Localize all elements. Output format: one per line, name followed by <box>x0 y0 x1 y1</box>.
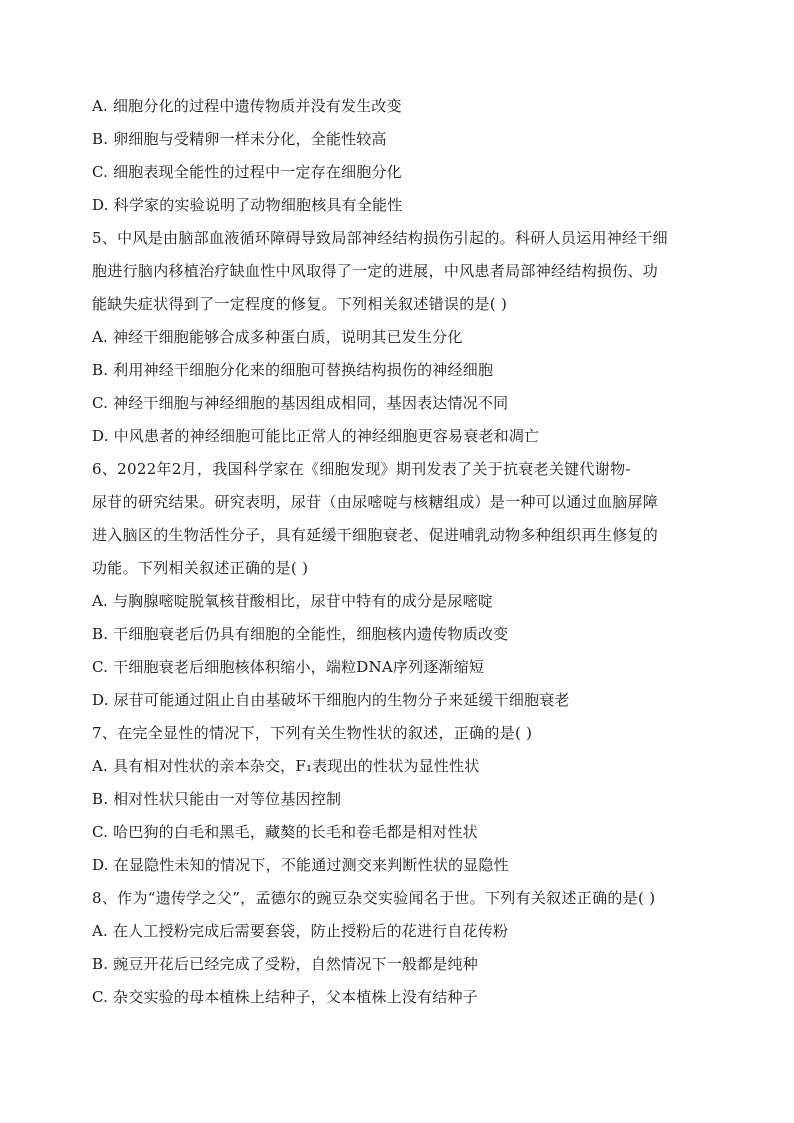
stem-line: 进入脑区的生物活性分子，具有延缓干细胞衰老、促进哺乳动物多种组织再生修复的 <box>92 526 659 544</box>
option-a: A. 细胞分化的过程中遗传物质并没有发生改变 <box>92 97 402 115</box>
option-b: B. 豌豆开花后已经完成了受粉，自然情况下一般都是纯种 <box>92 955 478 973</box>
option-a: A. 具有相对性状的亲本杂交，F₁表现出的性状为显性性状 <box>92 757 480 775</box>
stem-line: 胞进行脑内移植治疗缺血性中风取得了一定的进展，中风患者局部神经结构损伤、功 <box>92 262 659 280</box>
stem-line: 7、在完全显性的情况下，下列有关生物性状的叙述，正确的是( ) <box>92 724 533 742</box>
stem-line: 功能。下列相关叙述正确的是( ) <box>92 559 309 577</box>
question-5 <box>92 222 704 453</box>
option-b: B. 卵细胞与受精卵一样未分化，全能性较高 <box>92 130 387 148</box>
question-7 <box>92 717 704 882</box>
option-b: B. 相对性状只能由一对等位基因控制 <box>92 790 342 808</box>
option-a: A. 在人工授粉完成后需要套袋，防止授粉后的花进行自花传粉 <box>92 922 509 940</box>
stem-line: 8、作为“遗传学之父”，孟德尔的豌豆杂交实验闻名于世。下列有关叙述正确的是( ) <box>92 889 656 907</box>
stem-line: 能缺失症状得到了一定程度的修复。下列相关叙述错误的是( ) <box>92 295 508 313</box>
option-c: C. 杂交实验的母本植株上结种子，父本植株上没有结种子 <box>92 988 478 1006</box>
question-6 <box>92 453 704 717</box>
option-c: C. 细胞表现全能性的过程中一定存在细胞分化 <box>92 163 402 181</box>
question-4-options <box>92 90 704 222</box>
option-a: A. 神经干细胞能够合成多种蛋白质，说明其已发生分化 <box>92 328 463 346</box>
option-d: D. 尿苷可能通过阻止自由基破坏干细胞内的生物分子来延缓干细胞衰老 <box>92 691 570 709</box>
option-b: B. 利用神经干细胞分化来的细胞可替换结构损伤的神经细胞 <box>92 361 494 379</box>
option-a: A. 与胸腺嘧啶脱氧核苷酸相比，尿苷中特有的成分是尿嘧啶 <box>92 592 493 610</box>
stem-line: 尿苷的研究结果。研究表明，尿苷（由尿嘧啶与核糖组成）是一种可以通过血脑屏障 <box>92 493 659 511</box>
option-c: C. 神经干细胞与神经细胞的基因组成相同，基因表达情况不同 <box>92 394 509 412</box>
stem-line: 6、2022年2月，我国科学家在《细胞发现》期刊发表了关于抗衰老关键代谢物- <box>92 460 631 478</box>
question-7-stem <box>92 717 704 750</box>
option-b: B. 干细胞衰老后仍具有细胞的全能性，细胞核内遗传物质改变 <box>92 625 509 643</box>
question-8 <box>92 882 704 1014</box>
question-8-stem <box>92 882 704 915</box>
option-d: D. 在显隐性未知的情况下，不能通过测交来判断性状的显隐性 <box>92 856 509 874</box>
option-c: C. 哈巴狗的白毛和黑毛，藏獒的长毛和卷毛都是相对性状 <box>92 823 478 841</box>
option-c: C. 干细胞衰老后细胞核体积缩小，端粒DNA序列逐渐缩短 <box>92 658 485 676</box>
option-d: D. 中风患者的神经细胞可能比正常人的神经细胞更容易衰老和凋亡 <box>92 427 540 445</box>
question-5-stem <box>92 222 704 321</box>
option-d: D. 科学家的实验说明了动物细胞核具有全能性 <box>92 196 403 214</box>
stem-line: 5、中风是由脑部血液循环障碍导致局部神经结构损伤引起的。科研人员运用神经干细 <box>92 229 668 247</box>
question-6-stem <box>92 453 704 585</box>
